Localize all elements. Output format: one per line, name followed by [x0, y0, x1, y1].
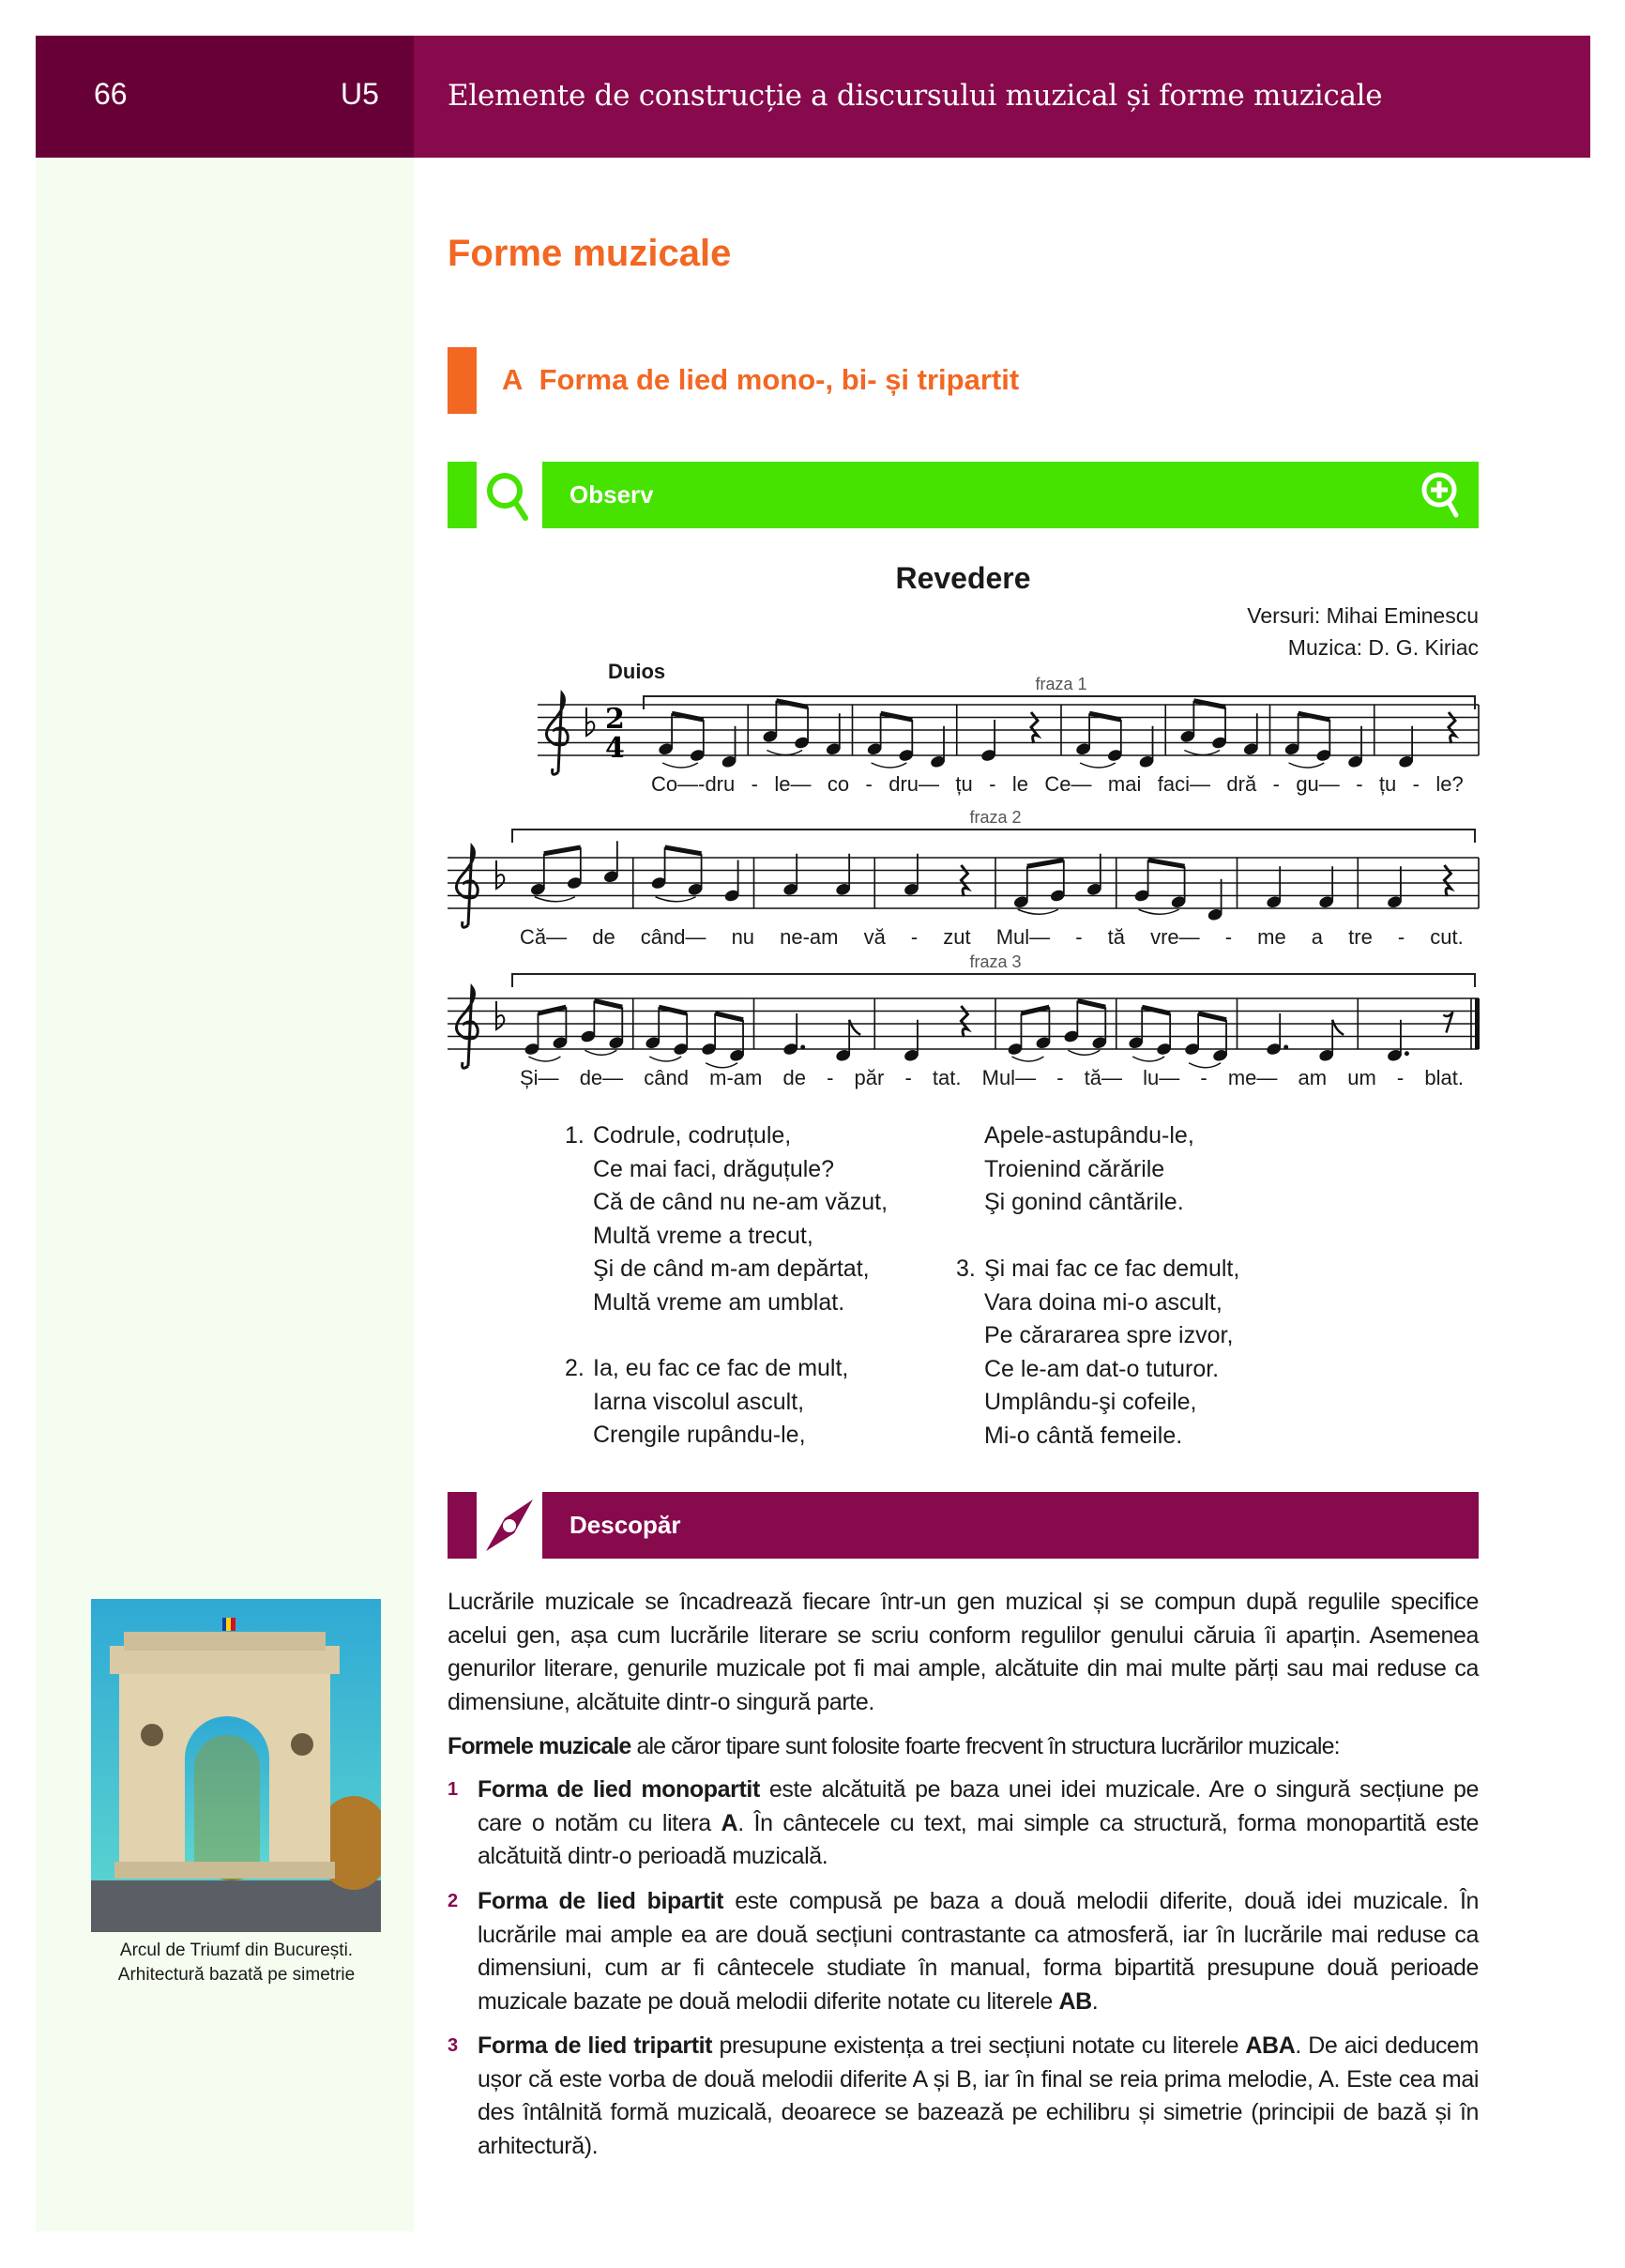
verse-line: Mi-o cântă femeile. — [984, 1422, 1183, 1449]
lyric-syllable: mai — [1107, 772, 1142, 796]
slur — [1018, 909, 1058, 914]
verse-line: Ce mai faci, drăguțule? — [593, 1155, 835, 1182]
lyrics-line — [520, 1066, 1464, 1090]
bold-term: Forma de lied monopartit — [478, 1776, 760, 1803]
chapter-title: Elemente de construcție a discursului muzical și forme muzicale — [448, 79, 1383, 113]
dot — [1283, 1045, 1288, 1050]
form-list-item — [448, 1773, 1479, 1874]
lyric-syllable: - — [827, 1066, 834, 1089]
verse-stanza — [956, 1253, 1240, 1453]
lyric-syllable: Co—-dru — [651, 772, 736, 796]
note-beam — [1198, 1013, 1226, 1020]
music-credit: Muzica: D. G. Kiriac — [1287, 635, 1479, 660]
verse-stanza — [565, 1352, 849, 1453]
observ-label: Observ — [570, 480, 654, 509]
text-run: . În cântecele cu text, mai simple ca structură, forma monopartită este alcătuită dintr-o perioadă muzicală. — [478, 1809, 1479, 1869]
lyric-syllable: dră — [1226, 772, 1257, 796]
verse-stanza — [984, 1119, 1194, 1220]
lyric-syllable: tă — [1107, 925, 1126, 949]
verse-line: Ce le-am dat-o tuturor. — [984, 1355, 1220, 1382]
note-beam — [544, 847, 581, 854]
note-beam — [776, 701, 808, 708]
slur — [1139, 909, 1179, 914]
song-title: Revedere — [895, 561, 1031, 595]
dot — [1405, 1051, 1409, 1056]
lyric-syllable: păr — [854, 1066, 885, 1089]
compass-icon — [477, 1492, 542, 1559]
slur — [767, 751, 802, 755]
form-list-item — [448, 1885, 1479, 2018]
lyric-syllable: când— — [640, 925, 706, 949]
verse-line: Apele-astupându-le, — [984, 1122, 1194, 1149]
verse-line: Vara doina mi-o ascult, — [984, 1288, 1223, 1316]
lyric-syllable: - — [1356, 772, 1363, 796]
verse-line: Ia, eu fac ce fac de mult, — [593, 1355, 849, 1381]
bold-term: ABA — [1245, 2032, 1296, 2059]
lyric-syllable: m-am — [709, 1066, 763, 1089]
verse-line: Multă vreme a trecut, — [593, 1222, 813, 1249]
note-beam — [1148, 860, 1185, 867]
note-beam — [1142, 1007, 1170, 1013]
note-flag — [1332, 1020, 1344, 1035]
lyric-syllable: blat. — [1424, 1066, 1464, 1089]
verse-line: Troienind cărările — [984, 1155, 1165, 1182]
lyric-syllable: - — [1200, 1066, 1207, 1089]
eighth-rest-icon — [1443, 1012, 1452, 1033]
lyric-syllable: de— — [579, 1066, 624, 1089]
verse-line: Şi gonind cântările. — [984, 1189, 1184, 1215]
phrase-bracket — [512, 830, 1475, 843]
note-beam — [1089, 713, 1121, 720]
text-run: . — [1091, 1987, 1099, 2015]
lyric-syllable: de — [782, 1066, 806, 1089]
note-beam — [672, 713, 704, 720]
lyric-syllable: me — [1257, 925, 1286, 949]
lyric-syllable: le? — [1435, 772, 1464, 796]
final-bar-line — [1475, 998, 1480, 1049]
lyric-syllable: - — [1412, 772, 1420, 796]
verse-number: 1. — [565, 1122, 585, 1149]
list-number: 1 — [448, 1779, 458, 1800]
bold-term: A — [721, 1809, 738, 1836]
lyric-syllable: - — [1396, 1066, 1405, 1089]
note-beam — [881, 713, 913, 720]
slur — [1080, 763, 1116, 768]
bold-term: Forma de lied bipartit — [478, 1888, 724, 1914]
slur — [1289, 763, 1325, 768]
note-beam — [665, 847, 702, 854]
lyric-syllable: - — [1397, 925, 1405, 949]
note-beam — [538, 1007, 566, 1013]
lyric-syllable: - — [910, 925, 919, 949]
verse-line: Că de când nu ne-am văzut, — [593, 1189, 888, 1215]
slur — [1132, 1057, 1164, 1061]
lyric-syllable: ne-am — [780, 925, 839, 949]
lyric-syllable: țu — [955, 772, 973, 796]
slur — [662, 763, 698, 768]
section-heading: Forma de lied mono-, bi- și tripartit — [539, 363, 1020, 396]
slur — [528, 1057, 560, 1061]
note-beam — [659, 1007, 687, 1013]
slur — [1011, 1057, 1043, 1061]
lyric-syllable: um — [1347, 1066, 1376, 1089]
lyric-syllable: - — [1075, 925, 1083, 949]
text-run: este alcătuită pe baza unei idei muzicale. Are o singură secțiune pe care o notăm cu litera — [478, 1776, 1479, 1836]
lyric-syllable: - — [904, 1066, 912, 1089]
lyric-syllable: Și— — [520, 1066, 559, 1089]
descopar-band — [448, 1492, 1479, 1559]
page-number: 66 — [94, 77, 128, 111]
phrase-label: fraza 2 — [969, 808, 1022, 827]
flat-key-signature-icon — [496, 1001, 504, 1029]
verse-line: Codrule, codruțule, — [593, 1122, 792, 1149]
lyric-syllable: dru— — [888, 772, 940, 796]
slur — [1184, 751, 1220, 755]
note-beam — [1077, 1001, 1105, 1008]
note-beam — [715, 1013, 743, 1020]
treble-clef-icon — [456, 987, 478, 1068]
page-title: Forme muzicale — [448, 233, 732, 274]
time-signature-bottom: 4 — [605, 732, 625, 765]
lyric-syllable: Mul— — [995, 925, 1051, 949]
lyric-syllable: a — [1311, 925, 1324, 949]
note-beam — [594, 1001, 622, 1008]
list-text — [478, 1773, 1479, 1874]
verse-line: Şi mai fac ce fac demult, — [984, 1256, 1240, 1282]
verse-number: 3. — [956, 1256, 976, 1282]
phrase-bracket — [512, 974, 1475, 987]
lyric-syllable: lu— — [1143, 1066, 1180, 1089]
verse-line: Iarna viscolul ascult, — [593, 1388, 805, 1415]
phrase-label: fraza 1 — [1035, 675, 1087, 693]
lyric-syllable: le— — [774, 772, 812, 796]
list-text — [478, 2030, 1479, 2163]
dot — [800, 1045, 805, 1050]
lyrics-credit: Versuri: Mihai Eminescu — [1247, 603, 1479, 628]
verse-line: Umplându-şi cofeile, — [984, 1389, 1197, 1415]
bold-term: AB — [1058, 1987, 1092, 2015]
lyric-syllable: tre — [1348, 925, 1373, 949]
verse-number: 2. — [565, 1355, 585, 1381]
lyric-syllable: - — [989, 772, 996, 796]
lyric-syllable: Ce— — [1044, 772, 1092, 796]
lyric-syllable: - — [865, 772, 873, 796]
slur — [872, 763, 907, 768]
lyric-syllable: me— — [1227, 1066, 1278, 1089]
forms-intro-bold: Formele muzicale — [448, 1733, 631, 1759]
verse-stanza — [565, 1119, 888, 1319]
forms-intro — [448, 1730, 1479, 1764]
lyric-syllable: Mul— — [981, 1066, 1037, 1089]
verse-line: Multă vreme am umblat. — [593, 1288, 845, 1316]
slur — [1068, 1050, 1100, 1055]
phrase-bracket — [644, 696, 1475, 709]
lyric-syllable: - — [751, 772, 758, 796]
lyric-syllable: tă— — [1084, 1066, 1123, 1089]
slur — [585, 1050, 616, 1055]
lyric-syllable: țu — [1378, 772, 1397, 796]
photo-caption-line2: Arhitectură bazată pe simetrie — [117, 1965, 356, 1985]
lyric-syllable: de — [592, 925, 615, 949]
verse-line: Pe cărararea spre izvor, — [984, 1322, 1234, 1348]
lyric-syllable: când — [644, 1066, 690, 1089]
lyric-syllable: gu— — [1296, 772, 1340, 796]
flat-key-signature-icon — [586, 708, 594, 736]
forms-intro-text: ale căror tipare sunt folosite foarte frecvent în structura lucrărilor muzicale: — [630, 1733, 1340, 1759]
bold-term: Forma de lied tripartit — [478, 2032, 713, 2059]
lyric-syllable: nu — [731, 925, 755, 949]
lyric-syllable: vă — [863, 925, 886, 949]
phrase-label: fraza 3 — [969, 952, 1022, 971]
lyric-syllable: - — [1224, 925, 1233, 949]
lyric-syllable: tat. — [932, 1066, 962, 1089]
time-signature-top: 2 — [605, 703, 625, 736]
treble-clef-icon — [546, 693, 568, 774]
lyric-syllable: vre— — [1150, 925, 1200, 949]
lyrics-line — [520, 925, 1464, 950]
note-beam — [1021, 1007, 1049, 1013]
lyric-syllable: zut — [943, 925, 971, 949]
slur — [535, 897, 575, 902]
intro-paragraph: Lucrările muzicale se încadrează fiecare într-un gen muzical și se compun după regulile specifice acelui gen, așa cum lucrările literare se scriu conform regulilor genului căruia îi aparțin. Asemenea genurilor literare, genurile muzicale pot fi mai ample, alcătuite din mai multe părți sau mai reduse ca dimensiune, alcătuite dintr-o singură parte. — [448, 1589, 1479, 1715]
lyric-syllable: - — [1056, 1066, 1064, 1089]
descopar-label: Descopăr — [570, 1511, 681, 1539]
note-beam — [1298, 713, 1330, 720]
verse-line: Şi de când m-am depărtat, — [593, 1256, 870, 1282]
unit-label: U5 — [341, 77, 379, 111]
lyric-syllable: Că— — [520, 925, 568, 949]
slur — [656, 897, 696, 902]
text-run: este compusă pe baza a două melodii diferite, două idei muzicale. În lucrările mai ample ea are două secțiuni contrastante ca atmosferă, iar în lucrările mai reduse ca dimensiuni, cum ar fi cântecele studiate în manual, forma bipartită presupune două perioade muzicale bazate pe două melodii diferite notate cu literele — [478, 1888, 1479, 2015]
lyric-syllable: le — [1011, 772, 1029, 796]
photo-caption-line1: Arcul de Triumf din București. — [119, 1941, 354, 1960]
text-run: presupune existența a trei secțiuni notate cu literele — [712, 2032, 1246, 2059]
treble-clef-icon — [456, 846, 478, 927]
list-number: 3 — [448, 2035, 458, 2056]
verse-line: Crengile rupându-le, — [593, 1422, 806, 1448]
lyric-syllable: am — [1298, 1066, 1328, 1089]
text-run: . De aici deducem ușor că este vorba de două melodii diferite A și B, iar în final se reia prima melodie, A. Este cea mai des întâlnită formă muzicală, deoarece se bazează pe echilibru și simetrie (principii de bază și în arhitectură). — [478, 2032, 1479, 2159]
tempo-marking: Duios — [608, 660, 666, 683]
lyric-syllable: faci— — [1157, 772, 1211, 796]
section-letter: A — [502, 363, 524, 396]
arc-de-triomphe-photo — [91, 1599, 381, 1932]
note-flag — [849, 1020, 860, 1035]
list-number: 2 — [448, 1891, 458, 1911]
note-beam — [1027, 860, 1064, 867]
lyric-syllable: cut. — [1430, 925, 1464, 949]
note-beam — [1193, 701, 1225, 708]
form-list-item — [448, 2030, 1479, 2163]
lyrics-line — [651, 772, 1464, 797]
lyric-syllable: co — [827, 772, 850, 796]
list-text — [478, 1885, 1479, 2018]
lyric-syllable: - — [1272, 772, 1280, 796]
slur — [649, 1057, 681, 1061]
flat-key-signature-icon — [496, 860, 504, 889]
